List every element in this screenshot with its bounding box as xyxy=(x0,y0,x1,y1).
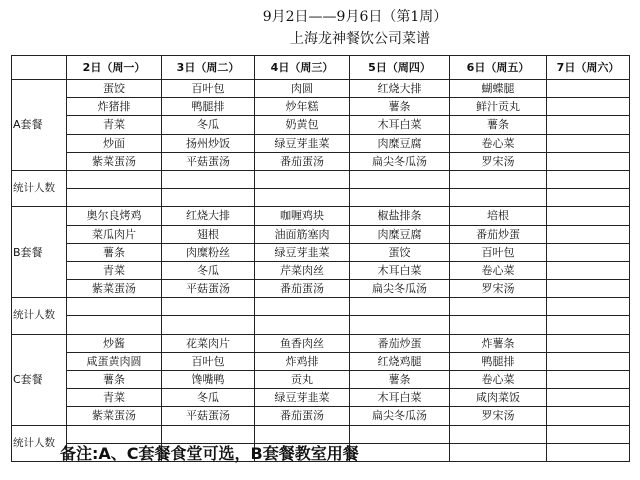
dish-cell: 番茄蛋汤 xyxy=(255,152,350,170)
dish-cell: 卷心菜 xyxy=(450,134,547,152)
dish-cell: 紫菜蛋汤 xyxy=(67,280,162,298)
dish-cell: 百叶包 xyxy=(450,243,547,261)
dish-cell: 鱼香肉丝 xyxy=(255,334,350,352)
dish-cell: 菜瓜肉片 xyxy=(67,225,162,243)
dish-cell: 翅根 xyxy=(162,225,255,243)
dish-cell: 平菇蛋汤 xyxy=(162,152,255,170)
dish-cell: 培根 xyxy=(450,207,547,225)
count-cell[interactable] xyxy=(162,316,255,334)
dish-cell: 薯条 xyxy=(350,98,450,116)
set-label: A套餐 xyxy=(12,80,67,171)
count-row xyxy=(12,425,630,443)
table-row xyxy=(12,261,630,279)
table-row xyxy=(12,334,630,352)
count-cell[interactable] xyxy=(450,298,547,316)
count-cell[interactable] xyxy=(162,425,255,443)
dish-cell: 绿豆芽韭菜 xyxy=(255,134,350,152)
count-cell[interactable] xyxy=(350,189,450,207)
dish-cell: 贡丸 xyxy=(255,371,350,389)
count-cell[interactable] xyxy=(162,189,255,207)
count-cell[interactable] xyxy=(450,170,547,188)
dish-cell xyxy=(547,389,630,407)
count-row xyxy=(12,298,630,316)
table-row xyxy=(12,80,630,98)
count-row xyxy=(12,170,630,188)
dish-cell: 卷心菜 xyxy=(450,261,547,279)
day-header: 5日（周四） xyxy=(350,56,450,80)
dish-cell xyxy=(547,116,630,134)
table-row xyxy=(12,352,630,370)
count-cell[interactable] xyxy=(67,425,162,443)
dish-cell: 炒酱 xyxy=(67,334,162,352)
dish-cell xyxy=(547,80,630,98)
count-cell[interactable] xyxy=(450,425,547,443)
table-row xyxy=(12,207,630,225)
count-cell[interactable] xyxy=(350,298,450,316)
count-cell[interactable] xyxy=(547,316,630,334)
dish-cell: 炸薯条 xyxy=(450,334,547,352)
dish-cell: 绿豆芽韭菜 xyxy=(255,243,350,261)
count-cell[interactable] xyxy=(255,425,350,443)
count-cell[interactable] xyxy=(350,425,450,443)
dish-cell: 扁尖冬瓜汤 xyxy=(350,152,450,170)
count-cell[interactable] xyxy=(162,298,255,316)
table-row xyxy=(12,280,630,298)
dish-cell: 百叶包 xyxy=(162,352,255,370)
dish-cell: 木耳白菜 xyxy=(350,389,450,407)
dish-cell: 扁尖冬瓜汤 xyxy=(350,280,450,298)
dish-cell: 咸肉菜饭 xyxy=(450,389,547,407)
count-cell[interactable] xyxy=(67,298,162,316)
dish-cell: 卷心菜 xyxy=(450,371,547,389)
dish-cell: 青菜 xyxy=(67,116,162,134)
dish-cell: 奶黄包 xyxy=(255,116,350,134)
count-cell[interactable] xyxy=(350,443,450,461)
count-row xyxy=(12,189,630,207)
count-cell[interactable] xyxy=(547,170,630,188)
count-cell[interactable] xyxy=(255,170,350,188)
count-cell[interactable] xyxy=(450,316,547,334)
dish-cell: 青菜 xyxy=(67,261,162,279)
dish-cell xyxy=(547,261,630,279)
dish-cell: 百叶包 xyxy=(162,80,255,98)
count-cell[interactable] xyxy=(350,316,450,334)
dish-cell: 馋嘴鸭 xyxy=(162,371,255,389)
company-menu-title: 上海龙神餐饮公司菜谱 xyxy=(290,31,430,47)
dish-cell: 花菜肉片 xyxy=(162,334,255,352)
dish-cell: 蝴蝶腿 xyxy=(450,80,547,98)
count-cell[interactable] xyxy=(547,425,630,443)
set-label: C套餐 xyxy=(12,334,67,425)
dish-cell: 薯条 xyxy=(67,371,162,389)
dish-cell: 青菜 xyxy=(67,389,162,407)
dish-cell: 炒年糕 xyxy=(255,98,350,116)
day-header: 6日（周五） xyxy=(450,56,547,80)
dish-cell: 油面筋塞肉 xyxy=(255,225,350,243)
count-cell[interactable] xyxy=(67,189,162,207)
dish-cell: 冬瓜 xyxy=(162,389,255,407)
weekly-menu-table xyxy=(11,55,630,462)
day-header: 2日（周一） xyxy=(67,56,162,80)
count-label: 统计人数 xyxy=(12,425,67,461)
count-cell[interactable] xyxy=(350,170,450,188)
menu-body xyxy=(12,80,630,462)
dish-cell: 咸蛋黄肉圆 xyxy=(67,352,162,370)
dish-cell: 木耳白菜 xyxy=(350,116,450,134)
table-row xyxy=(12,152,630,170)
dish-cell xyxy=(547,243,630,261)
dish-cell: 罗宋汤 xyxy=(450,152,547,170)
dish-cell: 扁尖冬瓜汤 xyxy=(350,407,450,425)
dish-cell: 肉糜豆腐 xyxy=(350,225,450,243)
count-cell[interactable] xyxy=(547,298,630,316)
dish-cell: 薯条 xyxy=(450,116,547,134)
set-label: B套餐 xyxy=(12,207,67,298)
dish-cell xyxy=(547,334,630,352)
dish-cell: 扬州炒饭 xyxy=(162,134,255,152)
dish-cell: 木耳白菜 xyxy=(350,261,450,279)
count-cell[interactable] xyxy=(450,189,547,207)
dish-cell xyxy=(547,371,630,389)
dish-cell: 番茄蛋汤 xyxy=(255,280,350,298)
count-cell[interactable] xyxy=(255,189,350,207)
dish-cell: 咖喱鸡块 xyxy=(255,207,350,225)
dish-cell xyxy=(547,207,630,225)
table-row xyxy=(12,134,630,152)
table-row xyxy=(12,243,630,261)
dish-cell: 平菇蛋汤 xyxy=(162,407,255,425)
dish-cell: 芹菜肉丝 xyxy=(255,261,350,279)
dish-cell: 炒面 xyxy=(67,134,162,152)
count-label: 统计人数 xyxy=(12,298,67,334)
count-cell[interactable] xyxy=(67,316,162,334)
count-cell[interactable] xyxy=(255,298,350,316)
dish-cell: 蛋饺 xyxy=(350,243,450,261)
dish-cell xyxy=(547,280,630,298)
count-cell[interactable] xyxy=(547,443,630,461)
dish-cell: 薯条 xyxy=(350,371,450,389)
dish-cell: 肉糜粉丝 xyxy=(162,243,255,261)
count-cell[interactable] xyxy=(67,170,162,188)
table-row xyxy=(12,225,630,243)
corner-cell xyxy=(12,56,67,80)
dish-cell: 红烧大排 xyxy=(350,80,450,98)
dish-cell: 番茄蛋汤 xyxy=(255,407,350,425)
dish-cell: 绿豆芽韭菜 xyxy=(255,389,350,407)
day-header: 3日（周二） xyxy=(162,56,255,80)
footer-note: 备注:A、C套餐食堂可选，B套餐教室用餐 xyxy=(60,444,359,463)
dish-cell: 奥尔良烤鸡 xyxy=(67,207,162,225)
dish-cell: 番茄炒蛋 xyxy=(450,225,547,243)
dish-cell: 薯条 xyxy=(67,243,162,261)
count-row xyxy=(12,316,630,334)
dish-cell xyxy=(547,407,630,425)
dish-cell xyxy=(547,98,630,116)
day-header: 7日（周六） xyxy=(547,56,630,80)
day-header-row xyxy=(12,56,630,80)
table-row xyxy=(12,389,630,407)
dish-cell: 冬瓜 xyxy=(162,261,255,279)
table-row xyxy=(12,371,630,389)
count-label: 统计人数 xyxy=(12,170,67,206)
dish-cell: 炸猪排 xyxy=(67,98,162,116)
dish-cell: 罗宋汤 xyxy=(450,280,547,298)
dish-cell: 番茄炒蛋 xyxy=(350,334,450,352)
table-row xyxy=(12,98,630,116)
dish-cell xyxy=(547,225,630,243)
count-cell[interactable] xyxy=(255,316,350,334)
table-row xyxy=(12,407,630,425)
dish-cell xyxy=(547,134,630,152)
table-row xyxy=(12,116,630,134)
dish-cell: 炸鸡排 xyxy=(255,352,350,370)
dish-cell: 平菇蛋汤 xyxy=(162,280,255,298)
dish-cell: 鸭腿排 xyxy=(162,98,255,116)
dish-cell: 椒盐排条 xyxy=(350,207,450,225)
dish-cell: 鲜汁贡丸 xyxy=(450,98,547,116)
count-cell[interactable] xyxy=(162,170,255,188)
dish-cell xyxy=(547,352,630,370)
dish-cell: 冬瓜 xyxy=(162,116,255,134)
dish-cell: 肉糜豆腐 xyxy=(350,134,450,152)
date-range-title: 9月2日——9月6日（第1周） xyxy=(262,9,448,25)
dish-cell xyxy=(547,152,630,170)
dish-cell: 肉圆 xyxy=(255,80,350,98)
day-header: 4日（周三） xyxy=(255,56,350,80)
count-cell[interactable] xyxy=(547,189,630,207)
dish-cell: 紫菜蛋汤 xyxy=(67,152,162,170)
dish-cell: 罗宋汤 xyxy=(450,407,547,425)
count-cell[interactable] xyxy=(450,443,547,461)
dish-cell: 紫菜蛋汤 xyxy=(67,407,162,425)
dish-cell: 蛋饺 xyxy=(67,80,162,98)
dish-cell: 红烧大排 xyxy=(162,207,255,225)
dish-cell: 红烧鸡腿 xyxy=(350,352,450,370)
dish-cell: 鸭腿排 xyxy=(450,352,547,370)
